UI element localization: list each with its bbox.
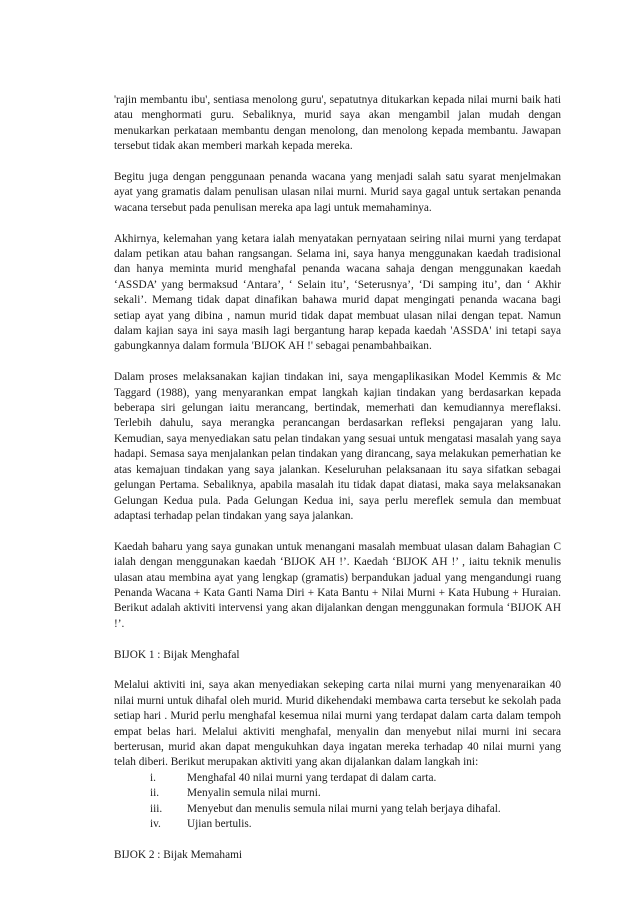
- paragraph-kajian-tindakan: Dalam proses melaksanakan kajian tindakan ini, saya mengaplikasikan Model Kemmis & Mc Taggard (1988), yang menyarankan empat langkah kajian tindakan yang berdasarkan kepada beberapa siri gelungan iaitu merancang, bertindak, memerhati dan kemudiannya mereflaksi. Terlebih dahulu, saya merangka perancangan berdasarkan refleksi pengajaran yang lalu. Kemudian, saya menyediakan satu pelan tindakan yang sesuai untuk mengatasi masalah yang saya hadapi. Semasa saya menjalankan pelan tindakan yang dirancang, saya melakukan pemerhatian ke atas kemajuan tindakan yang saya jalankan. Keseluruhan pelaksanaan itu saya sifatkan sebagai gelungan Pertama. Sebaliknya, apabila masalah itu tidak dapat diatasi, maka saya melaksanakan Gelungan Kedua pula. Pada Gelungan Kedua ini, saya perlu mereflek semula dan membuat adaptasi terhadap pelan tindakan yang saya jalankan.: [114, 371, 561, 522]
- list-item: [114, 771, 561, 786]
- step-text: Menghafal 40 nilai murni yang terdapat di dalam carta.: [187, 771, 437, 784]
- paragraph-kaedah-baharu: Kaedah baharu yang saya gunakan untuk menangani masalah membuat ulasan dalam Bahagian C ialah dengan menggunakan kaedah ‘BIJOK AH !’. Kaedah ‘BIJOK AH !’ , iaitu teknik menulis ulasan atau membina ayat yang lengkap (gramatis) berpandukan jadual yang mengandungi ruang Penanda Wacana + Kata Ganti Nama Diri + Kata Bantu + Nilai Murni + Kata Hubung + Huraian. Berikut adalah aktiviti intervensi yang akan dijalankan dengan menggunakan formula ‘BIJOK AH !’.: [114, 540, 561, 630]
- step-number: iii.: [150, 802, 163, 815]
- step-text: Ujian bertulis.: [187, 818, 252, 830]
- document-body: [114, 93, 561, 863]
- step-number: iv.: [150, 818, 161, 830]
- step-text: Menyebut dan menulis semula nilai murni yang telah berjaya dihafal.: [187, 802, 501, 815]
- list-item: [114, 786, 561, 801]
- list-item: [114, 817, 561, 832]
- heading-bijok-1: BIJOK 1 : Bijak Menghafal: [114, 648, 240, 661]
- step-number: ii.: [150, 787, 160, 800]
- paragraph-penanda-wacana: Begitu juga dengan penggunaan penanda wacana yang menjadi salah satu syarat menjelmakan ayat yang gramatis dalam penulisan ulasan nilai murni. Murid saya gagal untuk sertakan penanda wacana tersebut pada penulisan mereka apa lagi untuk memahaminya.: [114, 171, 561, 214]
- list-item: [114, 802, 561, 817]
- heading-bijok-2: BIJOK 2 : Bijak Memahami: [114, 848, 243, 861]
- step-number: i.: [150, 771, 156, 784]
- step-text: Menyalin semula nilai murni.: [187, 787, 321, 800]
- paragraph-rajin-membantu: 'rajin membantu ibu', sentiasa menolong guru', sepatutnya ditukarkan kepada nilai murni baik hati atau menghormati guru. Sebaliknya, murid saya akan mengambil jalan mudah dengan menukarkan perkataan membantu dengan menolong, dan menolong kepada membantu. Jawapan tersebut tidak akan memberi markah kepada mereka.: [114, 94, 561, 153]
- paragraph-bijok-1: Melalui aktiviti ini, saya akan menyediakan sekeping carta nilai murni yang menyenaraikan 40 nilai murni untuk dihafal oleh murid. Murid dikehendaki membawa carta tersebut ke sekolah pada setiap hari . Murid perlu menghafal kesemua nilai murni yang terdapat dalam carta dalam tempoh empat belas hari. Melalui aktiviti menghafal, menyalin dan menyebut nilai murni ini secara berterusan, murid akan dapat mengukuhkan daya ingatan mereka terhadap 40 nilai murni yang telah diberi. Berikut merupakan aktiviti yang akan dijalankan dalam langkah ini:: [114, 679, 561, 769]
- paragraph-kelemahan: Akhirnya, kelemahan yang ketara ialah menyatakan pernyataan seiring nilai murni yang terdapat dalam petikan atau bahan rangsangan. Selama ini, saya hanya menggunakan kaedah tradisional dan hanya meminta murid menghafal penanda wacana sahaja dengan menggunakan kaedah ‘ASSDA’ yang bermaksud ‘Antara’, ‘ Selain itu’, ‘Seterusnya’, ‘Di samping itu’, dan ‘ Akhir sekali’. Memang tidak dapat dinafikan bahawa murid dapat mengingati penanda wacana bagi setiap ayat yang dibina , namun murid tidak dapat membuat ulasan nilai dengan tepat. Namun dalam kajian saya ini saya masih lagi bergantung harap kepada kaedah 'ASSDA' ini tetapi saya gabungkannya dalam formula 'BIJOK AH !' sebagai penambahbaikan.: [114, 232, 561, 353]
- step-list: [114, 771, 561, 833]
